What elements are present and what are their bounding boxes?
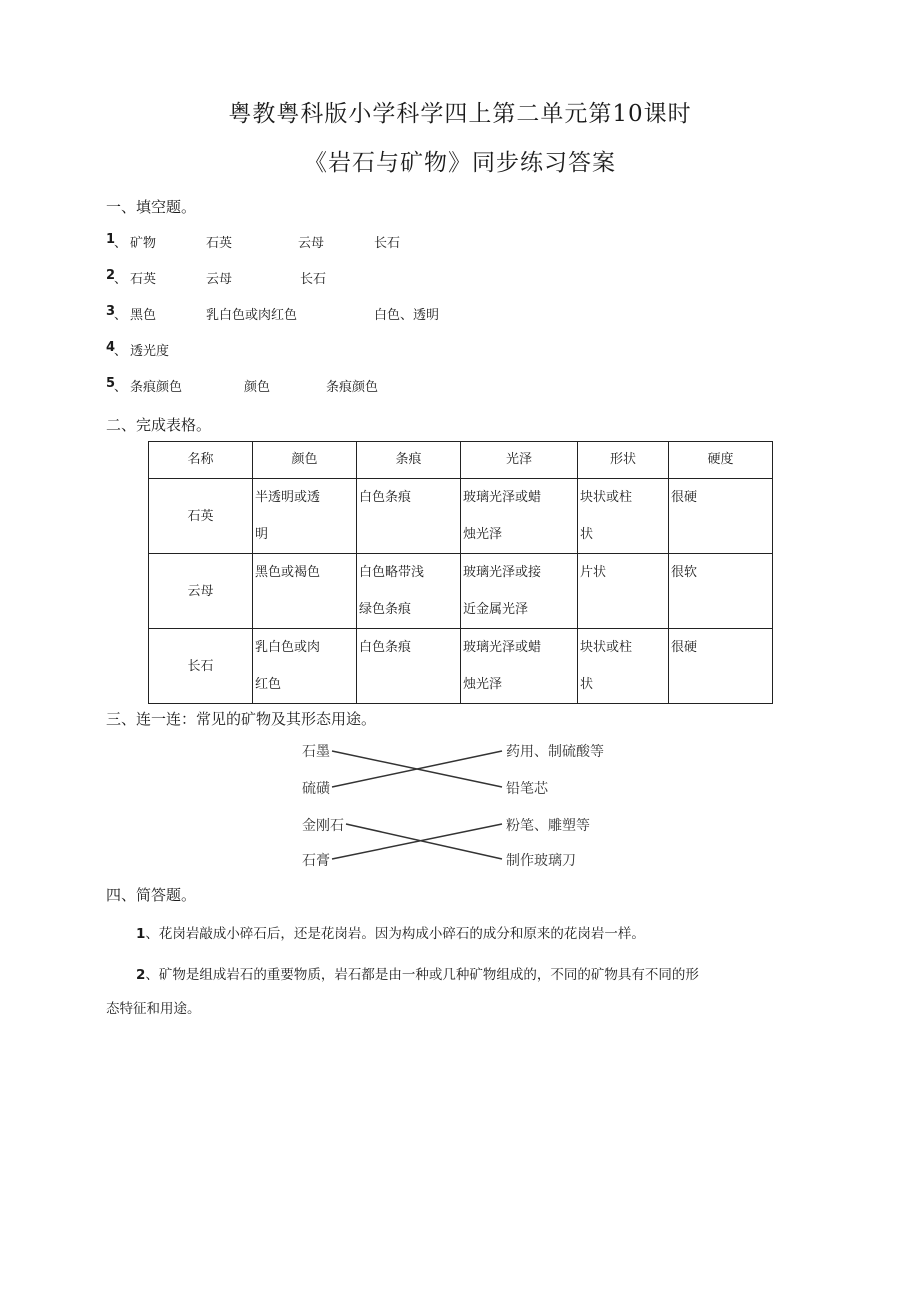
luster-cell: 玻璃光泽或接 近金属光泽 — [461, 554, 578, 629]
streak-cell: 白色条痕 — [357, 629, 461, 704]
table-header-cell: 硬度 — [669, 442, 773, 479]
table-header-cell: 条痕 — [357, 442, 461, 479]
color-cell: 乳白色或肉 红色 — [253, 629, 357, 704]
table-header-cell: 颜色 — [253, 442, 357, 479]
luster-cell: 玻璃光泽或蜡 烛光泽 — [461, 479, 578, 554]
answer-number: 1 — [136, 926, 146, 942]
matching-diagram — [290, 735, 630, 875]
short-answer-2 — [136, 958, 699, 992]
short-answer-2-continued: 态特征和用途。 — [106, 1001, 201, 1017]
fill-answer: 矿物 — [130, 236, 157, 251]
answer-text: 、花岗岩敲成小碎石后，还是花岗岩。因为构成小碎石的成分和原来的花岗岩一样。 — [145, 926, 645, 942]
fill-answer: 长石 — [300, 272, 327, 287]
fill-row-sep: 、 — [114, 308, 128, 323]
fill-answer: 长石 — [374, 236, 401, 251]
color-cell: 黑色或褐色 — [253, 554, 357, 629]
document-title-line1: 粤教粤科版小学科学四上第二单元第10课时 — [228, 101, 692, 127]
match-left-item: 石墨 — [302, 744, 330, 760]
section1-heading: 一、填空题。 — [106, 198, 197, 216]
short-answer-1 — [136, 917, 645, 951]
color-cell: 半透明或透 明 — [253, 479, 357, 554]
match-right-item: 制作玻璃刀 — [506, 853, 576, 869]
fill-row-number: 2 — [106, 268, 116, 283]
mineral-name-cell: 长石 — [149, 629, 253, 704]
mineral-name-cell: 云母 — [149, 554, 253, 629]
fill-answer: 乳白色或肉红色 — [206, 308, 298, 323]
fill-answer: 云母 — [206, 272, 233, 287]
table-header-cell: 名称 — [149, 442, 253, 479]
section3-heading: 三、连一连：常见的矿物及其形态用途。 — [106, 710, 377, 728]
shape-cell: 片状 — [578, 554, 669, 629]
fill-row-sep: 、 — [114, 272, 128, 287]
match-left-item: 金刚石 — [302, 818, 344, 834]
table-header-cell: 光泽 — [461, 442, 578, 479]
streak-cell: 白色略带浅 绿色条痕 — [357, 554, 461, 629]
table-row — [149, 629, 773, 704]
fill-answer: 条痕颜色 — [326, 380, 379, 395]
shape-cell: 块状或柱 状 — [578, 629, 669, 704]
fill-answer: 颜色 — [244, 380, 271, 395]
answer-text: 、矿物是组成岩石的重要物质，岩石都是由一种或几种矿物组成的，不同的矿物具有不同的形 — [145, 967, 699, 983]
match-left-item: 硫磺 — [302, 781, 330, 797]
hardness-cell: 很软 — [669, 554, 773, 629]
fill-answer: 黑色 — [130, 308, 157, 323]
fill-row-number: 4 — [106, 340, 116, 355]
fill-row-sep: 、 — [114, 344, 128, 359]
answer-number: 2 — [136, 967, 146, 983]
fill-row-number: 5 — [106, 376, 116, 391]
fill-row-number: 1 — [106, 232, 116, 247]
fill-row-sep: 、 — [114, 380, 128, 395]
hardness-cell: 很硬 — [669, 629, 773, 704]
fill-answer: 云母 — [298, 236, 325, 251]
match-right-item: 药用、制硫酸等 — [506, 744, 604, 760]
mineral-name-cell: 石英 — [149, 479, 253, 554]
shape-cell: 块状或柱 状 — [578, 479, 669, 554]
fill-answer: 透光度 — [130, 344, 170, 359]
table-row — [149, 479, 773, 554]
section2-heading: 二、完成表格。 — [106, 416, 212, 434]
table-header-cell: 形状 — [578, 442, 669, 479]
fill-row-number: 3 — [106, 304, 116, 319]
hardness-cell: 很硬 — [669, 479, 773, 554]
fill-answer: 石英 — [130, 272, 157, 287]
match-right-item: 铅笔芯 — [506, 781, 548, 797]
fill-row-sep: 、 — [114, 236, 128, 251]
fill-answer: 白色、透明 — [374, 308, 440, 323]
fill-answer: 条痕颜色 — [130, 380, 183, 395]
mineral-table — [148, 441, 773, 704]
document-title-line2: 《岩石与矿物》同步练习答案 — [304, 150, 616, 176]
table-row — [149, 554, 773, 629]
match-right-item: 粉笔、雕塑等 — [506, 818, 590, 834]
fill-answer: 石英 — [206, 236, 233, 251]
streak-cell: 白色条痕 — [357, 479, 461, 554]
match-left-item: 石膏 — [302, 853, 330, 869]
table-header-row — [149, 442, 773, 479]
section4-heading: 四、简答题。 — [106, 886, 197, 904]
luster-cell: 玻璃光泽或蜡 烛光泽 — [461, 629, 578, 704]
